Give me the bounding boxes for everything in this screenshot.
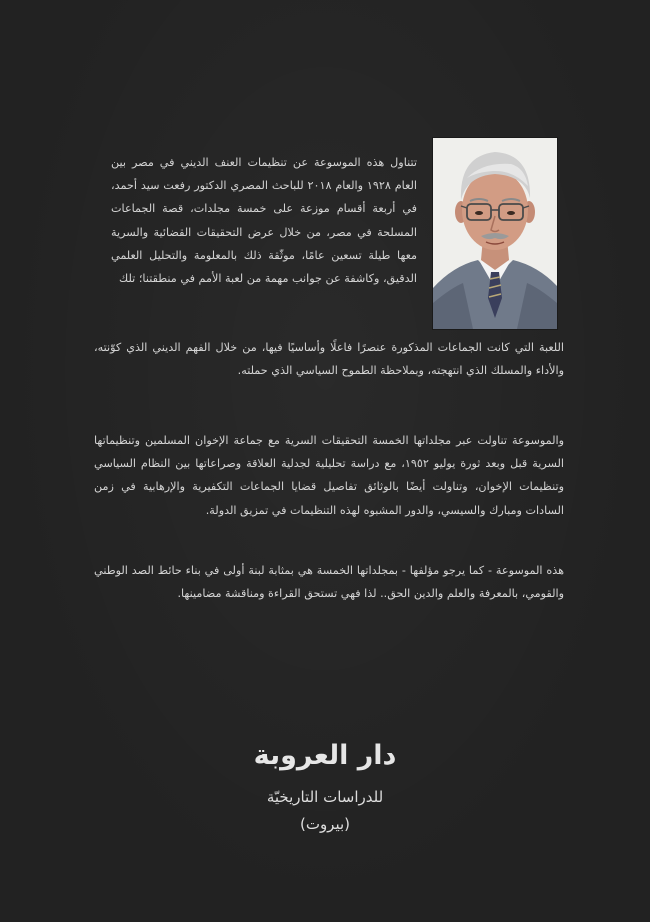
description-paragraph-1-continued: اللعبة التي كانت الجماعات المذكورة عنصرًا فاعلًا وأساسيًا فيها، من خلال الفهم الديني الذي كوّنته، والأداء والمسلك الذي انتهجته، وبملاحظة الطموح السياسي الذي حملته.	[94, 341, 564, 378]
publisher-name: دار العروبة	[253, 740, 397, 771]
description-paragraph-1: تتناول هذه الموسوعة عن تنظيمات العنف الديني في مصر بين العام ١٩٢٨ والعام ٢٠١٨ للباحث المصري الدكتور رفعت سيد أحمد، في أربعة أقسام موزعة على خمسة مجلدات، قصة الجماعات المسلحة في مصر، من خلال عرض التحقيقات القضائية والسرية معها طيلة تسعين عامًا، موثّقة ذلك بالمعلومة والتحليل العلمي الدقيق، وكاشفة عن جوانب مهمة من لعبة الأمم في منطقتنا؛ تلك	[111, 156, 417, 286]
publisher-subtitle: للدراسات التاريخيّة	[266, 788, 384, 806]
author-photo	[432, 137, 558, 330]
author-portrait-icon	[433, 138, 557, 329]
description-paragraph-2: والموسوعة تناولت عبر مجلداتها الخمسة التحقيقات السرية مع جماعة الإخوان المسلمين وتنظيماتها السرية قبل وبعد ثورة يوليو ١٩٥٢، مع دراسة تحليلية لجدلية العلاقة وصراعاتها بين النظام السياسي وتنظيمات الإخوان، وتناولت أيضًا بالوثائق تفاصيل قضايا الجماعات التكفيرية والإرهابية في زمن السادات ومبارك والسيسي، والدور المشبوه لهذه التنظيمات في تمزيق الدولة.	[94, 434, 564, 517]
publisher-city: (بيروت)	[299, 815, 351, 833]
description-paragraph-3: هذه الموسوعة - كما يرجو مؤلفها - بمجلداتها الخمسة هي بمثابة لبنة أولى في بناء حائط الصد الوطني والقومي، بالمعرفة والعلم والدين الحق.. لذا فهي تستحق القراءة ومناقشة مضامينها.	[94, 564, 564, 601]
